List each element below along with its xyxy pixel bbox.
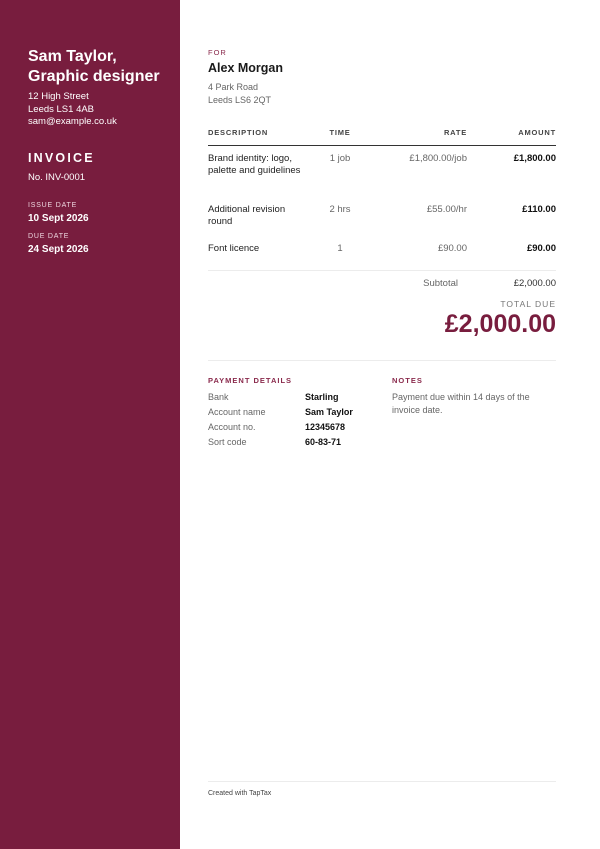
sender-address-line1: 12 High Street [28, 91, 89, 102]
header-rate: RATE [443, 128, 467, 137]
invoice-number: No. INV-0001 [28, 172, 86, 183]
client-name: Alex Morgan [208, 61, 284, 75]
table-header-divider [208, 145, 556, 146]
sort-code-label: Sort code [208, 437, 247, 447]
sender-email: sam@example.co.uk [28, 116, 117, 127]
account-name-label: Account name [208, 407, 266, 417]
row-time: 2 hrs [329, 204, 351, 215]
row-amount: £110.00 [522, 204, 556, 215]
notes-text: Payment due within 14 days of the invoice date. [392, 392, 530, 415]
bank-label: Bank [208, 392, 229, 402]
sort-code-value: 60-83-71 [305, 437, 342, 447]
issue-date-label: ISSUE DATE [28, 202, 78, 209]
sender-sidebar [0, 0, 180, 849]
bank-value: Starling [305, 392, 339, 402]
subtotal-label: Subtotal [423, 278, 458, 289]
row-rate: £1,800.00/job [409, 153, 467, 164]
header-description: DESCRIPTION [208, 128, 269, 137]
row-rate: £90.00 [437, 243, 467, 254]
sender-name: Sam Taylor, [28, 48, 117, 65]
header-amount: AMOUNT [518, 128, 556, 137]
table-divider [208, 270, 556, 271]
row-time: 1 [337, 243, 343, 254]
footer-credit: Created with TapTax [208, 790, 272, 797]
total-due-label: TOTAL DUE [500, 299, 556, 309]
payment-details-heading: PAYMENT DETAILS [208, 376, 293, 385]
client-address-line1: 4 Park Road [208, 82, 259, 92]
client-address [208, 81, 271, 106]
account-no-label: Account no. [208, 422, 256, 432]
for-label: FOR [208, 48, 227, 57]
invoice-main [208, 0, 556, 849]
totals-divider [208, 360, 556, 361]
row-description: Additional revision round [208, 204, 286, 227]
header-time: TIME [329, 128, 351, 137]
sender-address-line2: Leeds LS1 4AB [28, 103, 95, 115]
account-no-value: 12345678 [305, 422, 346, 432]
row-description: Brand identity: logo, palette and guidelines [208, 153, 301, 176]
row-amount: £90.00 [526, 243, 556, 254]
account-name-value: Sam Taylor [305, 407, 353, 417]
subtotal-value: £2,000.00 [513, 278, 556, 289]
total-due-value: £2,000.00 [444, 310, 556, 338]
notes-heading: NOTES [392, 376, 423, 385]
sender-name-block [28, 47, 178, 87]
sender-address [28, 91, 117, 129]
due-date-label: DUE DATE [28, 233, 70, 240]
row-amount: £1,800.00 [513, 153, 556, 164]
issue-date: 10 Sept 2026 [28, 213, 89, 224]
invoice-title: INVOICE [28, 151, 95, 165]
row-rate: £55.00/hr [426, 204, 467, 215]
sender-role: Graphic designer [28, 68, 160, 85]
row-description: Font licence [208, 243, 260, 254]
row-time: 1 job [329, 153, 351, 164]
client-address-line2: Leeds LS6 2QT [208, 94, 272, 105]
footer-divider [208, 781, 556, 782]
due-date: 24 Sept 2026 [28, 244, 89, 255]
